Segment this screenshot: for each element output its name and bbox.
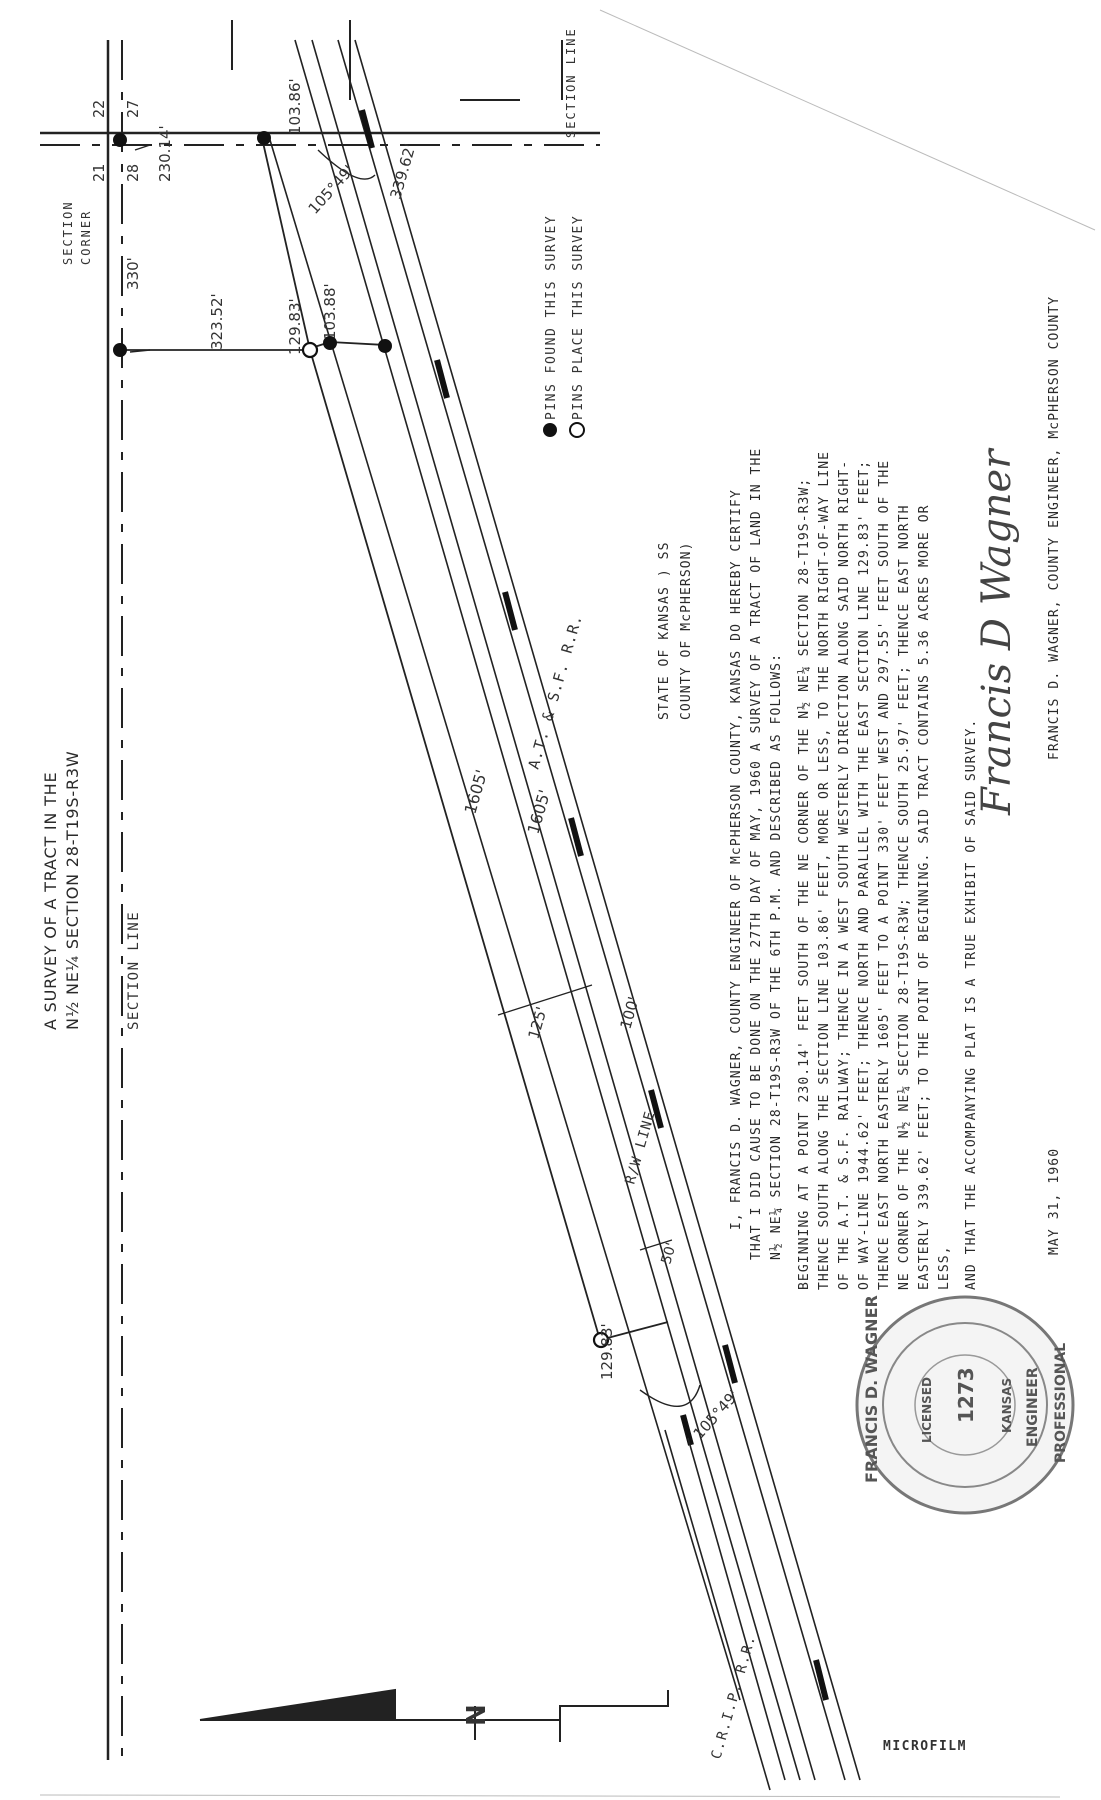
seal-state: KANSAS [1000, 1377, 1014, 1433]
dimension-125: 125' [524, 1004, 551, 1042]
state-line2: COUNTY OF McPHERSON) [679, 541, 694, 720]
certificate-line: I, FRANCIS D. WAGNER, COUNTY ENGINEER OF McPHERSON COUNTY, KANSAS DO HEREBY CERTIFY [729, 489, 744, 1230]
microfilm-stamp: MICROFILM [883, 1739, 967, 1754]
certificate-line: EASTERLY 339.62' FEET; TO THE POINT OF BEGINNING. SAID TRACT CONTAINS 5.36 ACRES MORE OR [917, 504, 932, 1290]
section-line-label: SECTION LINE [126, 910, 142, 1030]
engineer-seal [857, 1295, 1073, 1513]
dimension-129-83-bottom: 129.83' [598, 1323, 616, 1380]
dimension-103-86-top: 103.86' [286, 78, 304, 135]
certificate-line: LESS, [937, 1245, 952, 1290]
north-label: N [462, 1704, 492, 1726]
seal-name: FRANCIS D. WAGNER [862, 1295, 881, 1483]
dimension-50: 50' [658, 1240, 680, 1267]
certificate-line: THAT I DID CAUSE TO BE DONE ON THE 27TH DAY OF MAY, 1960 A SURVEY OF A TRACT OF LAND IN THE [749, 447, 764, 1260]
pin-found [257, 131, 271, 145]
section-number: 21 [90, 163, 108, 182]
scan-marks [40, 10, 1095, 1797]
angle-105-49-bottom: 105°49' [689, 1386, 743, 1443]
legend-placed-symbol [570, 423, 584, 437]
seal-licensed: LICENSED [920, 1377, 934, 1443]
dimension-330: 330' [124, 257, 142, 290]
seal-number: 1273 [954, 1367, 978, 1423]
certificate-line: N½ NE¼ SECTION 28-T19S-R3W OF THE 6TH P.M. AND DESCRIBED AS FOLLOWS: [769, 652, 784, 1260]
dimension-103-88: 103.88' [321, 283, 339, 340]
dimension-1605-left: 1605' [460, 767, 492, 817]
certificate-line: NE CORNER OF THE N½ NE¼ SECTION 28-T19S-R3W; THENCE SOUTH 25.97' FEET; THENCE EAST NORTH [897, 504, 912, 1290]
certificate-line: THENCE EAST NORTH EASTERLY 1605' FEET TO A POINT 330' FEET WEST AND 297.55' FEET SOUTH OF THE [877, 459, 892, 1290]
dimension-129-83: 129.83' [286, 298, 304, 355]
dimension-339-62: 339.62' [386, 141, 420, 202]
plat-title-line2: N½ NE¼ SECTION 28-T19S-R3W [63, 750, 82, 1030]
railroad-crip-label: C.R.I.P. R.R. [708, 1632, 760, 1762]
certificate-line: OF WAY-LINE 1944.62' FEET; THENCE NORTH AND PARALLEL WITH THE EAST SECTION LINE 129.83' FEET; [857, 459, 872, 1290]
date: MAY 31, 1960 [1047, 1147, 1062, 1255]
pin-found [378, 339, 392, 353]
seal-professional: PROFESSIONAL [1053, 1342, 1069, 1463]
certificate-line: THENCE SOUTH ALONG THE SECTION LINE 103.86' FEET, MORE OR LESS, TO THE NORTH RIGHT-OF-WAY LINE [817, 450, 832, 1290]
state-line1: STATE OF KANSAS ) SS [657, 541, 672, 720]
dimension-323-52: 323.52' [208, 293, 226, 350]
certificate-line: OF THE A.T. & S.F. RAILWAY; THENCE IN A WEST SOUTH WESTERLY DIRECTION ALONG SAID NORTH RIGHT- [837, 459, 852, 1290]
section-number: 22 [90, 99, 108, 118]
pin-found [113, 343, 127, 357]
signature-title: FRANCIS D. WAGNER, COUNTY ENGINEER, McPHERSON COUNTY [1047, 295, 1062, 760]
plat-title-line1: A SURVEY OF A TRACT IN THE [41, 771, 60, 1030]
legend-placed-label: PINS PLACE THIS SURVEY [571, 214, 586, 420]
rw-line-label: R/W LINE [622, 1109, 659, 1187]
certificate-line: AND THAT THE ACCOMPANYING PLAT IS A TRUE EXHIBIT OF SAID SURVEY. [964, 718, 979, 1290]
certificate-line: BEGINNING AT A POINT 230.14' FEET SOUTH OF THE NE CORNER OF THE N½ NE¼ SECTION 28-T19S-R3W; [797, 477, 812, 1290]
north-arrow [200, 1690, 668, 1742]
dimension-1605-rr: 1605' [523, 787, 555, 837]
dimension-100: 100' [616, 994, 643, 1032]
dimension-230-14: 230.14' [156, 125, 174, 182]
pin-placed [303, 343, 317, 357]
legend-found-label: PINS FOUND THIS SURVEY [544, 214, 559, 420]
section-number: 27 [124, 99, 142, 118]
section-number: 28 [124, 163, 142, 182]
section-corner-label: CORNER [79, 209, 93, 265]
legend [543, 423, 584, 437]
pin-found [113, 133, 127, 147]
railroad-atsf-label: A.T. & S.F. R.R. [524, 611, 587, 772]
signature: Francis D Wagner [974, 449, 1020, 815]
legend-found-symbol [543, 423, 557, 437]
seal-engineer: ENGINEER [1025, 1367, 1041, 1447]
angle-105-49-top: 105°49' [304, 161, 358, 218]
section-line-top-label: SECTION LINE [564, 27, 578, 138]
section-corner-label: SECTION [61, 200, 75, 265]
